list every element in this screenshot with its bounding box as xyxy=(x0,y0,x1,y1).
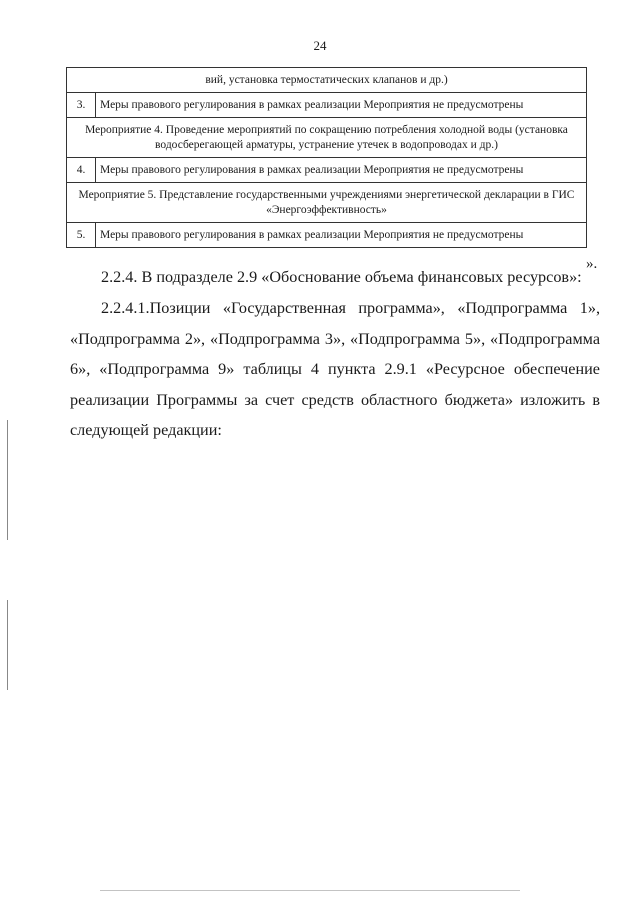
table-row xyxy=(67,118,587,158)
measure-heading: Мероприятие 4. Проведение мероприятий по сокращению потребления холодной воды (установка водосберегающей арматуры, устранение утечек в водопроводах и др.) xyxy=(67,118,587,158)
scan-artifact-left-edge xyxy=(7,420,8,540)
scan-artifact-bottom-edge xyxy=(100,890,520,891)
measure-heading: Мероприятие 5. Представление государственными учреждениями энергетической декларации в ГИС «Энергоэффективность» xyxy=(67,183,587,223)
table-cell-text: Меры правового регулирования в рамках реализации Мероприятия не предусмотрены xyxy=(96,93,587,118)
table-cell-text: Меры правового регулирования в рамках реализации Мероприятия не предусмотрены xyxy=(96,158,587,183)
row-number: 5. xyxy=(67,223,96,248)
paragraph-section-heading: 2.2.4. В подразделе 2.9 «Обоснование объема финансовых ресурсов»: xyxy=(101,268,582,286)
page-number: 24 xyxy=(313,38,327,53)
table-row xyxy=(67,223,587,248)
table-row xyxy=(67,183,587,223)
closing-quote: ». xyxy=(586,256,598,272)
table-row xyxy=(67,93,587,118)
table-row xyxy=(67,158,587,183)
paragraph-body: 2.2.4.1.Позиции «Государственная программа», «Подпрограмма 1», «Подпрограмма 2», «Подпрограмма 3», «Подпрограмма 5», «Подпрограмма 6», «Подпрограмма 9» таблицы 4 пункта 2.9.1 «Ресурсное обеспечение реализации Программы за счет средств областного бюджета» изложить в следующей редакции: xyxy=(70,299,600,439)
row-number: 3. xyxy=(67,93,96,118)
table-row xyxy=(67,68,587,93)
table-cell-continuation: вий, установка термостатических клапанов и др.) xyxy=(67,68,587,93)
row-number: 4. xyxy=(67,158,96,183)
measures-table xyxy=(66,67,587,248)
scan-artifact-left-edge xyxy=(7,600,8,690)
table-cell-text: Меры правового регулирования в рамках реализации Мероприятия не предусмотрены xyxy=(96,223,587,248)
